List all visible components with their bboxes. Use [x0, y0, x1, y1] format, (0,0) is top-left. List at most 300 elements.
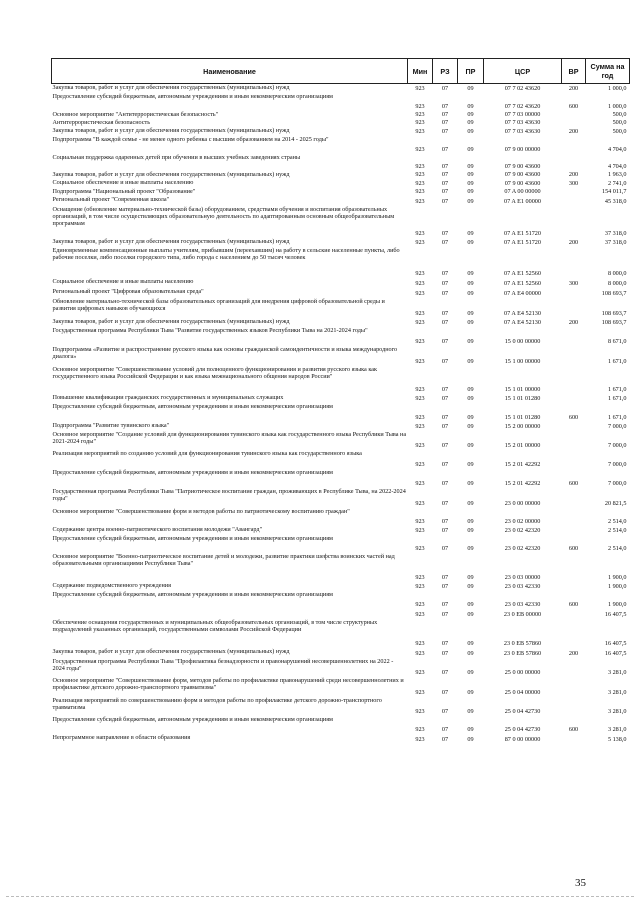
cell-sum: 1 900,0: [607, 574, 627, 582]
cell-vr: [562, 346, 586, 366]
table-row: [52, 93, 630, 111]
cell-pr: 09: [467, 270, 474, 278]
table-row: [52, 278, 630, 288]
cell-min: 923: [415, 583, 425, 591]
cell-rz: 07: [441, 442, 449, 450]
table-row: [52, 366, 630, 394]
cell-name: Государственная программа Республики Тыва "Развитие государственных языков Республики Тыва на 2021-2024 годы": [52, 326, 368, 334]
cell-csr: 23 0 03 00000: [504, 574, 541, 582]
cell-pr: 09: [467, 188, 474, 196]
cell-csr: 15 2 01 00000: [504, 442, 541, 450]
table-row: [52, 111, 630, 119]
cell-sum: 37 318,0: [604, 239, 627, 247]
cell-sum: 1 000,0: [607, 103, 627, 111]
cell-pr: 09: [467, 527, 474, 535]
cell-sum: 16 407,5: [604, 640, 627, 648]
cell-name: Подпрограмма "Развитие тувинского языка": [52, 421, 170, 429]
cell-csr: 25 0 04 42730: [504, 726, 541, 734]
cell-vr: 200: [568, 319, 579, 327]
table-row: [52, 346, 630, 366]
cell-sum: 4 704,0: [607, 163, 627, 171]
cell-rz: 07: [441, 583, 449, 591]
cell-min: 923: [415, 480, 425, 488]
cell-sum: 7 000,0: [607, 480, 627, 488]
cell-sum: 108 693,7: [601, 310, 627, 318]
cell-vr: 600: [568, 103, 579, 111]
cell-min: 923: [415, 442, 425, 450]
cell-vr: [562, 327, 586, 346]
cell-name: Социальное обеспечение и иные выплаты населению: [52, 277, 194, 285]
cell-name: Закупка товаров, работ и услуг для обеспечения государственных (муниципальных) нужд: [52, 647, 290, 655]
cell-csr: 07 7 03 43630: [504, 128, 541, 136]
cell-csr: 23 0 EB 57860: [503, 640, 542, 648]
cell-min: 923: [415, 726, 425, 734]
cell-csr: 23 0 02 42320: [504, 527, 541, 535]
cell-min: 923: [415, 239, 425, 247]
cell-csr: 07 A E1 51720: [504, 239, 541, 247]
cell-name: Оснащение (обновление материально-технической базы) оборудованием, средствами обучения и воспитания образовательных организаций, в том числе осуществляющих образовательную деятельность по адаптированным основным общеобразовательным программам: [52, 205, 395, 228]
table-row: [52, 591, 630, 609]
cell-name: Реализация мероприятий по созданию условий для функционирования тувинского языка как государственного языка: [52, 449, 362, 457]
header-pr: ПР: [458, 59, 484, 84]
cell-sum: 1 963,0: [607, 171, 627, 179]
cell-sum: 1 671,0: [607, 414, 627, 422]
cell-csr: 15 1 01 01280: [504, 395, 541, 403]
table-row: [52, 188, 630, 196]
cell-name: Содержание подведомственного учреждения: [52, 581, 171, 589]
cell-sum: 500,0: [612, 111, 627, 119]
cell-min: 923: [415, 230, 425, 238]
cell-sum: 3 281,0: [607, 726, 627, 734]
cell-min: 923: [415, 128, 425, 136]
header-rz: РЗ: [433, 59, 458, 84]
cell-rz: 07: [441, 640, 449, 648]
table-row: [52, 716, 630, 734]
cell-pr: 09: [467, 423, 474, 431]
cell-pr: 09: [467, 198, 474, 206]
table-row: [52, 298, 630, 318]
cell-sum: 500,0: [612, 119, 627, 127]
cell-rz: 07: [441, 545, 449, 553]
table-row: [52, 196, 630, 206]
header-name: Наименование: [52, 59, 408, 84]
cell-rz: 07: [441, 574, 449, 582]
cell-csr: 87 0 00 00000: [504, 736, 541, 744]
cell-rz: 07: [441, 239, 449, 247]
page-number: 35: [575, 877, 586, 889]
cell-name: Предоставление субсидий бюджетным, автономным учреждениям и иным некоммерческим организациям: [52, 715, 333, 723]
table-row: [52, 247, 630, 278]
cell-sum: 108 693,7: [601, 319, 627, 327]
cell-sum: 4 704,0: [607, 146, 627, 154]
cell-name: Государственная программа Республики Тыва "Профилактика безнадзорности и правонарушений несовершеннолетних на 2022 - 2024 годы": [52, 657, 394, 672]
cell-min: 923: [415, 736, 425, 744]
cell-name: Основное мероприятие "Создание условий для функционирования тувинского языка как государственного языка Республики Тыва на 2021-2024 годы": [52, 430, 407, 445]
cell-rz: 07: [441, 414, 449, 422]
cell-pr: 09: [467, 574, 474, 582]
cell-name: Единовременные компенсационные выплаты учителям, прибывшим (переехавшим) на работу в сельские населенные пункты, либо рабочие поселки, либо поселки городского типа, либо города с населением до 50 тысяч человек: [52, 246, 400, 261]
table-row: [52, 431, 630, 450]
cell-csr: 07 9 00 43600: [504, 180, 541, 188]
table-row: [52, 734, 630, 744]
cell-name: Предоставление субсидий бюджетным, автономным учреждениям и иным некоммерческим организациям: [52, 468, 333, 476]
cell-min: 923: [415, 188, 425, 196]
cell-min: 923: [415, 111, 425, 119]
cell-vr: 600: [568, 414, 579, 422]
cell-sum: 3 281,0: [607, 708, 627, 716]
cell-vr: [562, 677, 586, 697]
cell-pr: 09: [467, 310, 474, 318]
cell-pr: 09: [467, 171, 474, 179]
table-row: [52, 179, 630, 188]
cell-min: 923: [415, 319, 425, 327]
cell-name: Реализация мероприятий по совершенствованию форм и методов работы по профилактике детского дорожно-транспортного травматизма: [52, 696, 382, 711]
cell-csr: 23 0 02 00000: [504, 518, 541, 526]
cell-vr: [562, 582, 586, 591]
cell-name: Закупка товаров, работ и услуг для обеспечения государственных (муниципальных) нужд: [52, 170, 290, 178]
cell-min: 923: [415, 640, 425, 648]
table-row: [52, 526, 630, 535]
cell-name: Социальная поддержка одаренных детей при обучении в высших учебных заведениях страны: [52, 153, 301, 161]
cell-sum: 8 000,0: [607, 270, 627, 278]
cell-vr: 200: [568, 85, 579, 93]
cell-csr: 07 A E1 51720: [504, 230, 541, 238]
cell-name: Основное мероприятие "Военно-патриотическое воспитание детей и молодежи, развитие практики шефства воинских частей над образовательными организациями Республики Тыва": [52, 552, 395, 567]
cell-sum: 7 000,0: [607, 442, 627, 450]
cell-name: Закупка товаров, работ и услуг для обеспечения государственных (муниципальных) нужд: [52, 317, 290, 325]
cell-vr: [562, 697, 586, 716]
cell-rz: 07: [441, 319, 449, 327]
cell-sum: 20 821,5: [604, 500, 627, 508]
cell-csr: 07 9 00 43600: [504, 171, 541, 179]
cell-name: Предоставление субсидий бюджетным, автономным учреждениям и иным некоммерческим организациям: [52, 92, 333, 100]
table-row: [52, 619, 630, 648]
cell-vr: 200: [568, 650, 579, 658]
cell-pr: 09: [467, 239, 474, 247]
cell-pr: 09: [467, 414, 474, 422]
table-row: [52, 582, 630, 591]
cell-pr: 09: [467, 640, 474, 648]
header-min: Мин: [408, 59, 433, 84]
cell-name: Непрограммное направление в области образования: [52, 733, 191, 741]
cell-sum: 2 514,0: [607, 545, 627, 553]
cell-csr: 23 0 02 42320: [504, 545, 541, 553]
cell-name: Обеспечение оснащения государственных и муниципальных общеобразовательных организаций, в том числе структурных подразделений указанных организаций, государственными символами Российской Федерации: [52, 618, 378, 633]
cell-vr: [562, 553, 586, 582]
cell-csr: 23 0 03 42330: [504, 601, 541, 609]
cell-csr: 07 A E1 52560: [504, 280, 541, 288]
cell-name: Предоставление субсидий бюджетным, автономным учреждениям и иным некоммерческим организациям: [52, 534, 333, 542]
table-row: [52, 288, 630, 298]
cell-sum: 1 900,0: [607, 601, 627, 609]
cell-sum: 45 318,0: [604, 198, 627, 206]
cell-min: 923: [415, 650, 425, 658]
table-row: [52, 658, 630, 677]
cell-name: Предоставление субсидий бюджетным, автономным учреждениям и иным некоммерческим организациям: [52, 590, 333, 598]
cell-pr: 09: [467, 386, 474, 394]
cell-csr: 23 0 03 42330: [504, 583, 541, 591]
cell-rz: 07: [441, 230, 449, 238]
cell-rz: 07: [441, 527, 449, 535]
cell-min: 923: [415, 270, 425, 278]
cell-min: 923: [415, 395, 425, 403]
cell-csr: 15 1 00 00000: [504, 358, 541, 366]
cell-sum: 2 514,0: [607, 527, 627, 535]
budget-sheet: [51, 58, 629, 744]
cell-pr: 09: [467, 689, 474, 697]
cell-vr: [562, 196, 586, 206]
cell-pr: 09: [467, 338, 474, 346]
cell-name: [52, 609, 408, 619]
cell-min: 923: [415, 358, 425, 366]
cell-min: 923: [415, 180, 425, 188]
cell-pr: 09: [467, 111, 474, 119]
budget-table: [51, 58, 630, 744]
cell-min: 923: [415, 527, 425, 535]
cell-sum: 108 693,7: [601, 290, 627, 298]
table-body: [52, 84, 630, 744]
cell-vr: [562, 734, 586, 744]
cell-vr: 600: [568, 601, 579, 609]
cell-rz: 07: [441, 726, 449, 734]
header-vr: ВР: [562, 59, 586, 84]
cell-csr: 15 1 01 01280: [504, 414, 541, 422]
table-row: [52, 609, 630, 619]
cell-vr: 600: [568, 480, 579, 488]
cell-pr: 09: [467, 583, 474, 591]
cell-sum: 7 000,0: [607, 423, 627, 431]
cell-min: 923: [415, 500, 425, 508]
cell-min: 923: [415, 669, 425, 677]
cell-sum: 16 407,5: [604, 650, 627, 658]
cell-rz: 07: [441, 163, 449, 171]
cell-rz: 07: [441, 338, 449, 346]
cell-pr: 09: [467, 480, 474, 488]
cell-csr: 25 0 04 00000: [504, 689, 541, 697]
cell-vr: [562, 526, 586, 535]
cell-csr: 07 7 02 43620: [504, 103, 541, 111]
cell-sum: 154 011,7: [601, 188, 627, 196]
cell-csr: 15 2 01 42292: [504, 480, 541, 488]
cell-rz: 07: [441, 708, 449, 716]
cell-rz: 07: [441, 611, 449, 619]
cell-name: Подпрограмма "В каждой семье - не менее одного ребенка с высшим образованием на 2014 - 2025 годы": [52, 135, 329, 143]
cell-vr: 600: [568, 726, 579, 734]
cell-min: 923: [415, 310, 425, 318]
table-header: [52, 59, 630, 84]
cell-sum: 1 671,0: [607, 358, 627, 366]
cell-pr: 09: [467, 128, 474, 136]
cell-min: 923: [415, 601, 425, 609]
table-row: [52, 327, 630, 346]
cell-sum: 1 900,0: [607, 583, 627, 591]
cell-csr: 07 7 03 43630: [504, 119, 541, 127]
cell-rz: 07: [441, 111, 449, 119]
cell-name: Региональный проект "Современная школа": [52, 195, 170, 203]
cell-vr: [562, 658, 586, 677]
cell-min: 923: [415, 163, 425, 171]
cell-vr: [562, 111, 586, 119]
cell-rz: 07: [441, 128, 449, 136]
cell-min: 923: [415, 518, 425, 526]
cell-vr: [562, 609, 586, 619]
table-row: [52, 535, 630, 553]
cell-min: 923: [415, 103, 425, 111]
cell-csr: 15 0 00 00000: [504, 338, 541, 346]
table-row: [52, 127, 630, 136]
table-row: [52, 394, 630, 403]
cell-csr: 07 9 00 00000: [504, 146, 541, 154]
cell-name: Основное мероприятие "Совершенствование форм, методов работы по профилактике правонарушений среди несовершеннолетних и профилактике детского дорожно-транспортного травматизма": [52, 676, 404, 691]
cell-rz: 07: [441, 395, 449, 403]
cell-pr: 09: [467, 461, 474, 469]
cell-rz: 07: [441, 669, 449, 677]
cell-vr: [562, 394, 586, 403]
cell-csr: 15 2 00 00000: [504, 423, 541, 431]
page-edge-divider: [6, 896, 634, 897]
cell-vr: [562, 206, 586, 238]
cell-name: Государственная программа Республики Тыва "Патриотическое воспитание граждан, проживающих в Республике Тыва, на 2022-2024 годы": [52, 487, 406, 502]
cell-min: 923: [415, 708, 425, 716]
table-row: [52, 238, 630, 247]
cell-rz: 07: [441, 736, 449, 744]
cell-rz: 07: [441, 85, 449, 93]
cell-vr: 600: [568, 545, 579, 553]
cell-min: 923: [415, 119, 425, 127]
table-row: [52, 154, 630, 171]
cell-sum: 5 138,0: [607, 736, 627, 744]
table-row: [52, 136, 630, 154]
cell-csr: 07 A E4 00000: [504, 290, 541, 298]
cell-rz: 07: [441, 689, 449, 697]
cell-csr: 07 A E4 52130: [504, 319, 541, 327]
cell-sum: 500,0: [612, 128, 627, 136]
cell-sum: 3 281,0: [607, 689, 627, 697]
cell-vr: 200: [568, 239, 579, 247]
cell-vr: 300: [568, 180, 579, 188]
cell-vr: [562, 247, 586, 278]
cell-min: 923: [415, 198, 425, 206]
cell-pr: 09: [467, 518, 474, 526]
cell-sum: 1 671,0: [607, 395, 627, 403]
cell-pr: 09: [467, 358, 474, 366]
cell-rz: 07: [441, 270, 449, 278]
header-sum: Сумма на год: [586, 59, 630, 84]
cell-name: Социальное обеспечение и иные выплаты населению: [52, 178, 194, 186]
cell-pr: 09: [467, 726, 474, 734]
cell-csr: 23 0 00 00000: [504, 500, 541, 508]
cell-vr: 200: [568, 128, 579, 136]
cell-min: 923: [415, 171, 425, 179]
cell-vr: 300: [568, 280, 579, 288]
cell-name: Основное мероприятие "Совершенствование форм и методов работы по патриотическому воспитанию граждан": [52, 507, 350, 515]
cell-vr: [562, 619, 586, 648]
cell-rz: 07: [441, 280, 449, 288]
cell-name: Закупка товаров, работ и услуг для обеспечения государственных (муниципальных) нужд: [52, 126, 290, 134]
cell-min: 923: [415, 290, 425, 298]
cell-vr: [562, 154, 586, 171]
cell-pr: 09: [467, 180, 474, 188]
cell-vr: 200: [568, 171, 579, 179]
cell-name: Основное мероприятие "Совершенствование условий для полноценного функционирования и развития русского языка как государственного языка Российской Федерации и как языка межнационального общения народов России": [52, 365, 378, 380]
cell-csr: 25 0 00 00000: [504, 669, 541, 677]
cell-sum: 3 281,0: [607, 669, 627, 677]
cell-min: 923: [415, 414, 425, 422]
cell-sum: 7 000,0: [607, 461, 627, 469]
cell-pr: 09: [467, 650, 474, 658]
cell-pr: 09: [467, 669, 474, 677]
cell-pr: 09: [467, 442, 474, 450]
cell-csr: 07 A E1 00000: [504, 198, 541, 206]
cell-pr: 09: [467, 319, 474, 327]
cell-sum: 2 741,0: [607, 180, 627, 188]
cell-pr: 09: [467, 545, 474, 553]
cell-vr: [562, 288, 586, 298]
cell-csr: 15 1 01 00000: [504, 386, 541, 394]
cell-pr: 09: [467, 708, 474, 716]
cell-csr: 07 7 02 43620: [504, 85, 541, 93]
cell-csr: 07 A E1 52560: [504, 270, 541, 278]
cell-csr: 07 A E4 52130: [504, 310, 541, 318]
cell-min: 923: [415, 461, 425, 469]
cell-vr: [562, 188, 586, 196]
table-row: [52, 648, 630, 658]
cell-sum: 16 407,5: [604, 611, 627, 619]
table-row: [52, 84, 630, 93]
cell-csr: 07 9 00 43600: [504, 163, 541, 171]
cell-name: Основное мероприятие "Антитеррористическая безопасность": [52, 110, 219, 118]
cell-name: Предоставление субсидий бюджетным, автономным учреждениям и иным некоммерческим организациям: [52, 402, 333, 410]
header-csr: ЦСР: [484, 59, 562, 84]
cell-vr: [562, 298, 586, 318]
table-row: [52, 450, 630, 469]
cell-csr: 23 0 EB 00000: [503, 611, 542, 619]
cell-rz: 07: [441, 480, 449, 488]
cell-rz: 07: [441, 198, 449, 206]
cell-min: 923: [415, 338, 425, 346]
cell-pr: 09: [467, 611, 474, 619]
cell-min: 923: [415, 280, 425, 288]
cell-pr: 09: [467, 146, 474, 154]
cell-name: Региональный проект "Цифровая образовательная среда": [52, 287, 204, 295]
cell-rz: 07: [441, 601, 449, 609]
cell-sum: 1 000,0: [607, 85, 627, 93]
table-row: [52, 469, 630, 488]
cell-name: Подпрограмма «Развитие и распространение русского языка как основы гражданской самоидентичности и языка международного диалога»: [52, 345, 398, 360]
cell-min: 923: [415, 689, 425, 697]
cell-sum: 2 514,0: [607, 518, 627, 526]
cell-vr: [562, 431, 586, 450]
cell-name: Обновление материально-технической базы образовательных организаций для внедрения цифровой образовательной среды и развития цифровых навыков обучающихся: [52, 297, 385, 312]
cell-csr: 07 A 00 00000: [504, 188, 541, 196]
cell-min: 923: [415, 146, 425, 154]
cell-rz: 07: [441, 180, 449, 188]
cell-rz: 07: [441, 290, 449, 298]
cell-min: 923: [415, 574, 425, 582]
cell-pr: 09: [467, 290, 474, 298]
cell-name: Антитеррористическая безопасность: [52, 118, 151, 126]
cell-name: Закупка товаров, работ и услуг для обеспечения государственных (муниципальных) нужд: [52, 84, 290, 91]
cell-csr: 07 7 03 00000: [504, 111, 541, 119]
table-row: [52, 318, 630, 327]
table-row: [52, 697, 630, 716]
table-row: [52, 488, 630, 508]
cell-sum: 1 671,0: [607, 386, 627, 394]
cell-pr: 09: [467, 395, 474, 403]
cell-rz: 07: [441, 500, 449, 508]
cell-min: 923: [415, 611, 425, 619]
cell-min: 923: [415, 386, 425, 394]
